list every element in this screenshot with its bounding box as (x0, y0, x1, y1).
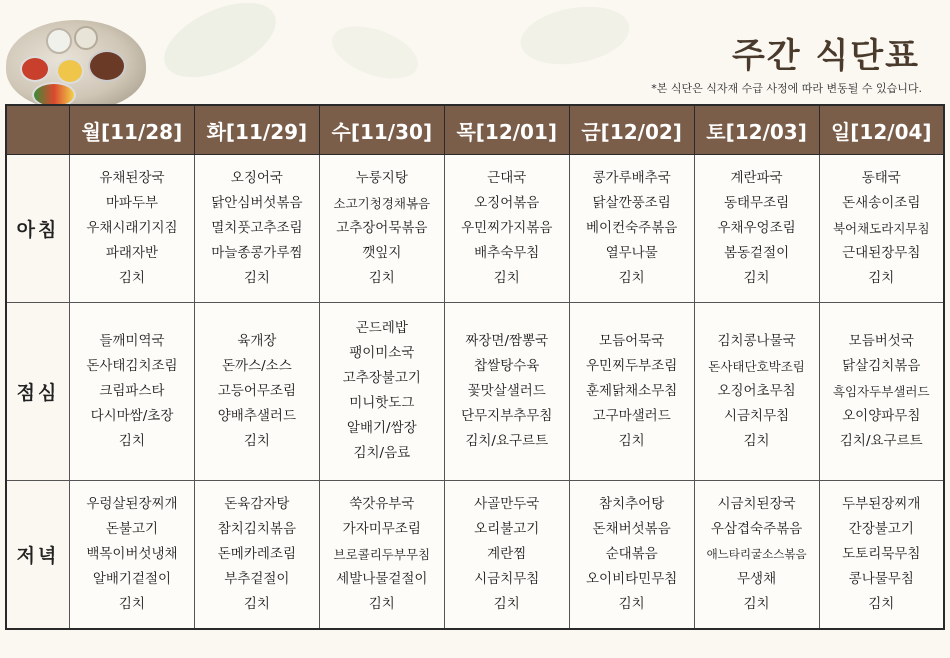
menu-item: 사골만두국 (474, 495, 540, 512)
day-header: 토[12/03] (694, 105, 819, 155)
menu-item: 봄동겉절이 (723, 245, 790, 262)
menu-item: 오징어초무침 (717, 382, 796, 399)
menu-cell (194, 303, 319, 481)
menu-item: 근대국 (487, 170, 527, 187)
menu-cell (819, 155, 944, 303)
menu-item: 도토리묵무침 (842, 545, 921, 562)
menu-item: 부추겉절이 (224, 570, 290, 587)
menu-item: 김치 (743, 432, 770, 449)
menu-item: 북어채도라지무침 (832, 221, 930, 237)
menu-item: 짜장면/짬뽕국 (465, 332, 549, 349)
menu-item: 오이비타민무침 (586, 570, 678, 587)
menu-item: 미니핫도그 (349, 395, 415, 412)
meal-label: 점심 (6, 303, 70, 481)
menu-change-notice: *본 식단은 식자재 수급 사정에 따라 변동될 수 있습니다. (651, 82, 922, 95)
menu-item: 김치 (618, 432, 645, 449)
menu-item: 동태국 (861, 170, 901, 187)
menu-item: 배추숙무침 (474, 245, 540, 262)
menu-item: 간장불고기 (848, 520, 914, 537)
menu-item: 돈채버섯볶음 (592, 520, 671, 537)
menu-item: 모듬어묵국 (599, 332, 665, 349)
menu-item: 참치김치볶음 (217, 520, 296, 537)
dish (46, 28, 72, 54)
menu-cell (444, 155, 569, 303)
background-leaf (516, 0, 634, 72)
day-header: 일[12/04] (819, 105, 944, 155)
menu-item: 돈까스/소스 (222, 357, 292, 374)
dish (56, 58, 84, 84)
menu-item: 가자미무조림 (342, 520, 421, 537)
menu-cell (569, 480, 694, 629)
weekly-menu-table (5, 104, 945, 630)
menu-item: 육개장 (237, 332, 277, 349)
menu-item: 다시마쌈/초장 (90, 407, 174, 424)
menu-item: 알배기겉절이 (92, 570, 172, 587)
menu-item: 계란파국 (730, 170, 783, 187)
menu-item: 동태무조림 (723, 195, 790, 212)
menu-item: 시금치무침 (474, 570, 540, 587)
menu-item: 돈육감자탕 (224, 495, 290, 512)
menu-item: 쑥갓유부국 (349, 495, 415, 512)
day-header: 월[11/28] (70, 105, 195, 155)
menu-item: 찹쌀탕수육 (474, 357, 540, 374)
menu-item: 곤드레밥 (355, 320, 408, 337)
menu-item: 김치 (493, 595, 520, 612)
meal-row (6, 480, 944, 629)
menu-item: 세발나물겉절이 (336, 570, 428, 587)
menu-item: 우채시래기지짐 (86, 220, 178, 237)
menu-item: 김치 (368, 595, 395, 612)
menu-item: 베이컨숙주볶음 (586, 220, 678, 237)
menu-item: 돈사태김치조림 (86, 357, 178, 374)
menu-item: 김치/음료 (353, 445, 411, 462)
menu-item: 순대볶음 (605, 545, 658, 562)
menu-item: 김치 (368, 270, 395, 287)
menu-item: 우렁살된장찌개 (86, 495, 178, 512)
menu-item: 오리불고기 (474, 520, 540, 537)
menu-item: 김치 (243, 432, 270, 449)
menu-item: 누룽지탕 (355, 170, 408, 187)
meal-label: 아침 (6, 155, 70, 303)
menu-item: 김치콩나물국 (717, 332, 796, 349)
menu-item: 돈메카레조림 (217, 545, 296, 562)
menu-item: 양배추샐러드 (217, 407, 296, 424)
menu-item: 김치 (118, 432, 145, 449)
menu-item: 고구마샐러드 (592, 407, 671, 424)
menu-item: 우민찌두부조림 (586, 357, 678, 374)
menu-item: 유채된장국 (99, 170, 165, 187)
menu-item: 김치 (743, 270, 770, 287)
menu-item: 오징어볶음 (474, 195, 540, 212)
corner-cell (6, 105, 70, 155)
meal-label: 저녁 (6, 480, 70, 629)
menu-item: 고추장어묵볶음 (336, 220, 428, 237)
dish (20, 56, 50, 82)
menu-item: 시금치된장국 (717, 495, 796, 512)
page-title: 주간 식단표 (731, 36, 920, 76)
menu-item: 돈새송이조림 (842, 195, 921, 212)
menu-cell (444, 480, 569, 629)
menu-item: 크림파스타 (99, 382, 165, 399)
menu-item: 들깨미역국 (99, 332, 165, 349)
menu-item: 시금치무침 (723, 407, 790, 424)
menu-item: 깻잎지 (362, 245, 402, 262)
day-header: 화[11/29] (194, 105, 319, 155)
background-leaf (325, 16, 425, 89)
menu-item: 김치 (618, 270, 645, 287)
food-photo (6, 20, 146, 110)
menu-item: 마늘종콩가루찜 (211, 245, 303, 262)
menu-item: 오징어국 (230, 170, 283, 187)
menu-cell (70, 155, 195, 303)
meal-row (6, 303, 944, 481)
menu-item: 단무지부추무침 (461, 407, 553, 424)
menu-item: 콩나물무침 (848, 570, 914, 587)
menu-item: 콩가루배추국 (592, 170, 671, 187)
menu-item: 김치 (243, 270, 270, 287)
menu-item: 알배기/쌈장 (346, 420, 417, 437)
menu-cell (819, 480, 944, 629)
menu-item: 우채우엉조림 (717, 220, 796, 237)
day-header: 금[12/02] (569, 105, 694, 155)
menu-cell (569, 155, 694, 303)
menu-item: 닭안심버섯볶음 (211, 195, 303, 212)
menu-cell (694, 155, 819, 303)
menu-item: 참치추어탕 (599, 495, 665, 512)
menu-item: 소고기청경채볶음 (333, 196, 431, 212)
menu-item: 고등어무조림 (217, 382, 296, 399)
dish (74, 26, 98, 50)
menu-item: 우삼겹숙주볶음 (710, 520, 803, 537)
menu-item: 근대된장무침 (842, 245, 921, 262)
menu-cell (319, 303, 444, 481)
menu-item: 김치 (118, 595, 145, 612)
menu-item: 김치 (868, 270, 895, 287)
menu-cell (319, 155, 444, 303)
menu-cell (569, 303, 694, 481)
menu-cell (694, 303, 819, 481)
meal-row (6, 155, 944, 303)
background-leaf (153, 0, 287, 93)
day-header: 수[11/30] (319, 105, 444, 155)
menu-body (6, 155, 944, 630)
menu-cell (319, 480, 444, 629)
menu-item: 김치 (493, 270, 520, 287)
menu-cell (194, 480, 319, 629)
menu-item: 닭살깐풍조림 (592, 195, 671, 212)
menu-item: 오이양파무침 (842, 407, 921, 424)
menu-cell (819, 303, 944, 481)
menu-item: 멸치풋고추조림 (211, 220, 303, 237)
menu-item: 김치 (118, 270, 145, 287)
menu-cell (444, 303, 569, 481)
menu-item: 훈제닭채소무침 (586, 382, 678, 399)
menu-item: 파래자반 (105, 245, 159, 262)
dish (88, 50, 126, 82)
menu-item: 마파두부 (105, 195, 159, 212)
menu-item: 팽이미소국 (349, 345, 415, 362)
menu-item: 백목이버섯냉채 (86, 545, 178, 562)
menu-cell (194, 155, 319, 303)
menu-item: 김치 (618, 595, 645, 612)
menu-item: 두부된장찌개 (842, 495, 921, 512)
menu-cell (694, 480, 819, 629)
menu-item: 흑임자두부샐러드 (832, 383, 930, 399)
menu-item: 돈불고기 (105, 520, 159, 537)
menu-item: 계란찜 (487, 545, 527, 562)
menu-item: 무생채 (737, 570, 777, 587)
menu-cell (70, 303, 195, 481)
menu-item: 김치/요구르트 (465, 432, 549, 449)
menu-cell (70, 480, 195, 629)
menu-item: 우민찌가지볶음 (461, 220, 553, 237)
menu-item: 돈사태단호박조림 (708, 358, 805, 374)
menu-item: 김치 (868, 595, 895, 612)
menu-item: 김치 (243, 595, 270, 612)
menu-item: 꽃맛살샐러드 (467, 382, 546, 399)
menu-item: 닭살김치볶음 (842, 357, 921, 374)
menu-item: 브로콜리두부무침 (333, 546, 431, 562)
day-header-row (6, 105, 944, 155)
menu-item: 김치 (743, 595, 770, 612)
menu-item: 열무나물 (605, 245, 658, 262)
menu-item: 고추장불고기 (342, 370, 421, 387)
menu-item: 김치/요구르트 (839, 432, 923, 449)
day-header: 목[12/01] (444, 105, 569, 155)
menu-item: 모듬버섯국 (848, 332, 914, 349)
menu-item: 애느타리굴소스볶음 (706, 546, 807, 561)
